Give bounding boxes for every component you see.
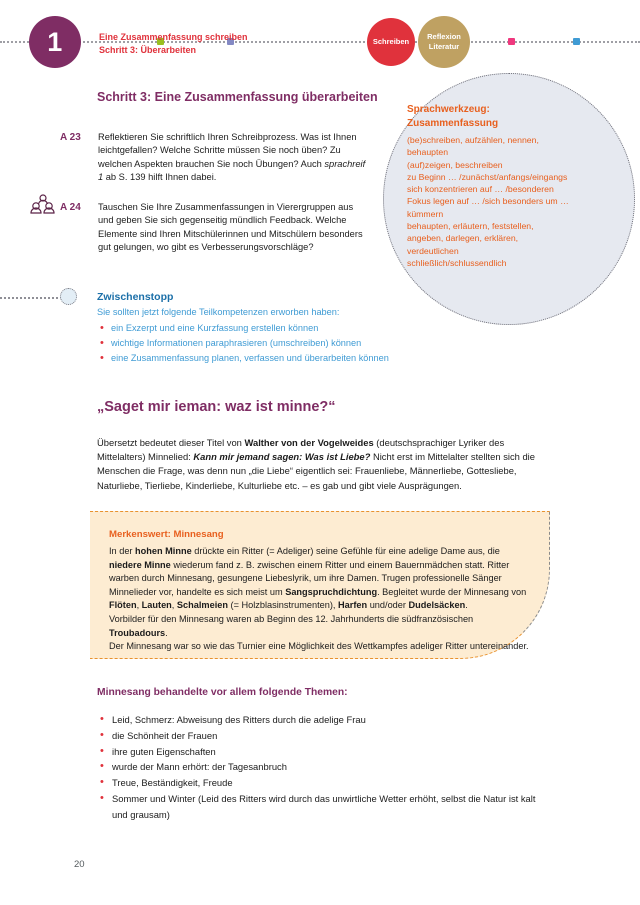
pink-marker-icon <box>508 38 515 45</box>
task-a23-italic: sprachreif 1 <box>98 158 366 183</box>
task-a24-text: Tauschen Sie Ihre Zusammenfassungen in Vierergruppen aus und geben Sie sich gegenseitig mündlich Feedback. Welche Elemente sind Ihren Mitschülerinnen und Mitschülern besonders gut gelungen, wo gibt es Verbesserungsvorschläge? <box>98 202 363 253</box>
sprachwerkzeug-line: sich konzentrieren auf … /besonderen <box>407 184 554 195</box>
zwischenstopp-block <box>97 291 427 366</box>
header-titles <box>99 31 248 57</box>
page-number: 20 <box>74 859 85 870</box>
list-item: • wichtige Informationen paraphrasieren (umschreiben) können <box>97 336 427 351</box>
group-work-icon <box>28 194 58 216</box>
pill-schreiben <box>367 18 415 66</box>
sprachwerkzeug-line: schließlich/schlussendlich <box>407 257 507 268</box>
header-title-line2: Schritt 3: Überarbeiten <box>99 45 197 55</box>
sprachwerkzeug-line: Fokus legen auf … /sich besonders um … <box>407 196 569 207</box>
zwischenstopp-circle-icon <box>60 288 77 305</box>
list-item: • eine Zusammenfassung planen, verfassen und überarbeiten können <box>97 351 427 366</box>
list-item: • ihre guten Eigenschaften <box>97 744 547 760</box>
sprachwerkzeug-line: (be)schreiben, aufzählen, nennen, <box>407 135 539 145</box>
task-a23 <box>60 131 370 185</box>
chapter-number-badge: 1 <box>29 16 81 68</box>
list-item: • die Schönheit der Frauen <box>97 728 547 744</box>
list-item: • Sommer und Winter (Leid des Ritters wird durch das unwirtliche Wetter erhöht, selbst die Natur ist kalt und grausam) <box>97 791 547 823</box>
pill-schreiben-label: Schreiben <box>372 37 410 46</box>
sprachwerkzeug-line: verdeutlichen <box>407 245 459 256</box>
task-a24-tag: A 24 <box>60 202 81 213</box>
sprachwerkzeug-line: (auf)zeigen, beschreiben <box>407 159 503 170</box>
list-item: • ein Exzerpt und eine Kurzfassung erstellen können <box>97 321 427 336</box>
zwischenstopp-list <box>97 321 427 366</box>
pill-reflexion-label: Reflexion Literatur <box>427 32 461 51</box>
section-heading-minne: „Saget mir ieman: waz ist minne?“ <box>97 399 336 415</box>
sprachwerkzeug-line: zu Beginn … /zunächst/anfangs/eingangs <box>407 171 568 182</box>
task-a23-text: Reflektieren Sie schriftlich Ihren Schreibprozess. Was ist Ihnen leichtgefallen? Welche Schritte müssen Sie noch üben? Zu welchen Aspekten brauchen Sie noch Übungen? Auch sprachreif 1 ab S. 139 hilft Ihnen dabei. <box>98 132 366 183</box>
sprachwerkzeug-line: behaupten, erläutern, feststellen, <box>407 221 534 232</box>
blue-marker-icon <box>573 38 580 45</box>
sprachwerkzeug-line: kümmern <box>407 208 444 219</box>
sprachwerkzeug-heading: Sprachwerkzeug: Zusammenfassung <box>407 104 499 129</box>
task-a24 <box>60 201 370 255</box>
zwischenstopp-intro: Sie sollten jetzt folgende Teilkompetenzen erworben haben: <box>97 307 340 317</box>
zwischenstopp-connector-line <box>0 297 62 299</box>
header-title-line1: Eine Zusammenfassung schreiben <box>99 32 248 42</box>
pill-reflexion-literatur <box>418 16 470 68</box>
sprachwerkzeug-line: angeben, darlegen, erklären, <box>407 233 519 244</box>
themes-list <box>97 712 547 823</box>
merkenswert-body: In der hohen Minne drückte ein Ritter (= Adeliger) seine Gefühle für eine adelige Dame aus, die niedere Minne wiederum fand z. B. zwischen einem Ritter und einem Bauernmädchen statt. Ritter warben durch Minnesang, gesungene Liebeslyrik, um ihre Damen. Trugen professionelle Sänger Minnelieder vor, handelte es sich meist um Sangspruchdichtung. Begleitet wurde der Minnesang von Flöten, Lauten, Schalmeien (= Holzblasinstrumenten), Harfen und/oder Dudelsäcken. Vorbilder für den Minnesang waren ab Beginn des 12. Jahrhunderts die südfranzösischen Troubadours. Der Minnesang war so wie das Turnier eine Möglichkeit des Wettkampfes adeliger Ritter untereinander. <box>109 546 529 652</box>
sprachwerkzeug-content <box>407 103 622 269</box>
list-item: • Leid, Schmerz: Abweisung des Ritters durch die adelige Frau <box>97 712 547 728</box>
header-dotted-track <box>0 41 640 45</box>
list-item: • wurde der Mann erhört: der Tagesanbruch <box>97 759 547 775</box>
merkenswert-title: Merkenswert: Minnesang <box>109 529 224 540</box>
section-paragraph-minne: Übersetzt bedeutet dieser Titel von Walther von der Vogelweides (deutschsprachiger Lyriker des Mittelalters) Minnelied: Kann mir jemand sagen: Was ist Liebe? Nicht erst im Mittelalter stellten sich die Menschen die Frage, was denn nun „die Liebe“ eigentlich sei: Frauenliebe, Männerliebe, Gottesliebe, Naturliebe, Tierliebe, Kinderliebe, Kulturliebe etc. – es gab und gibt viele Ausprägungen. <box>97 437 535 491</box>
merkenswert-box <box>90 511 550 659</box>
list-item: • Treue, Beständigkeit, Freude <box>97 775 547 791</box>
task-a23-tag: A 23 <box>60 132 81 143</box>
step-title: Schritt 3: Eine Zusammenfassung überarbeiten <box>97 90 378 104</box>
zwischenstopp-title: Zwischenstopp <box>97 291 174 303</box>
sprachwerkzeug-line: behaupten <box>407 147 449 158</box>
themes-title: Minnesang behandelte vor allem folgende Themen: <box>97 687 348 698</box>
